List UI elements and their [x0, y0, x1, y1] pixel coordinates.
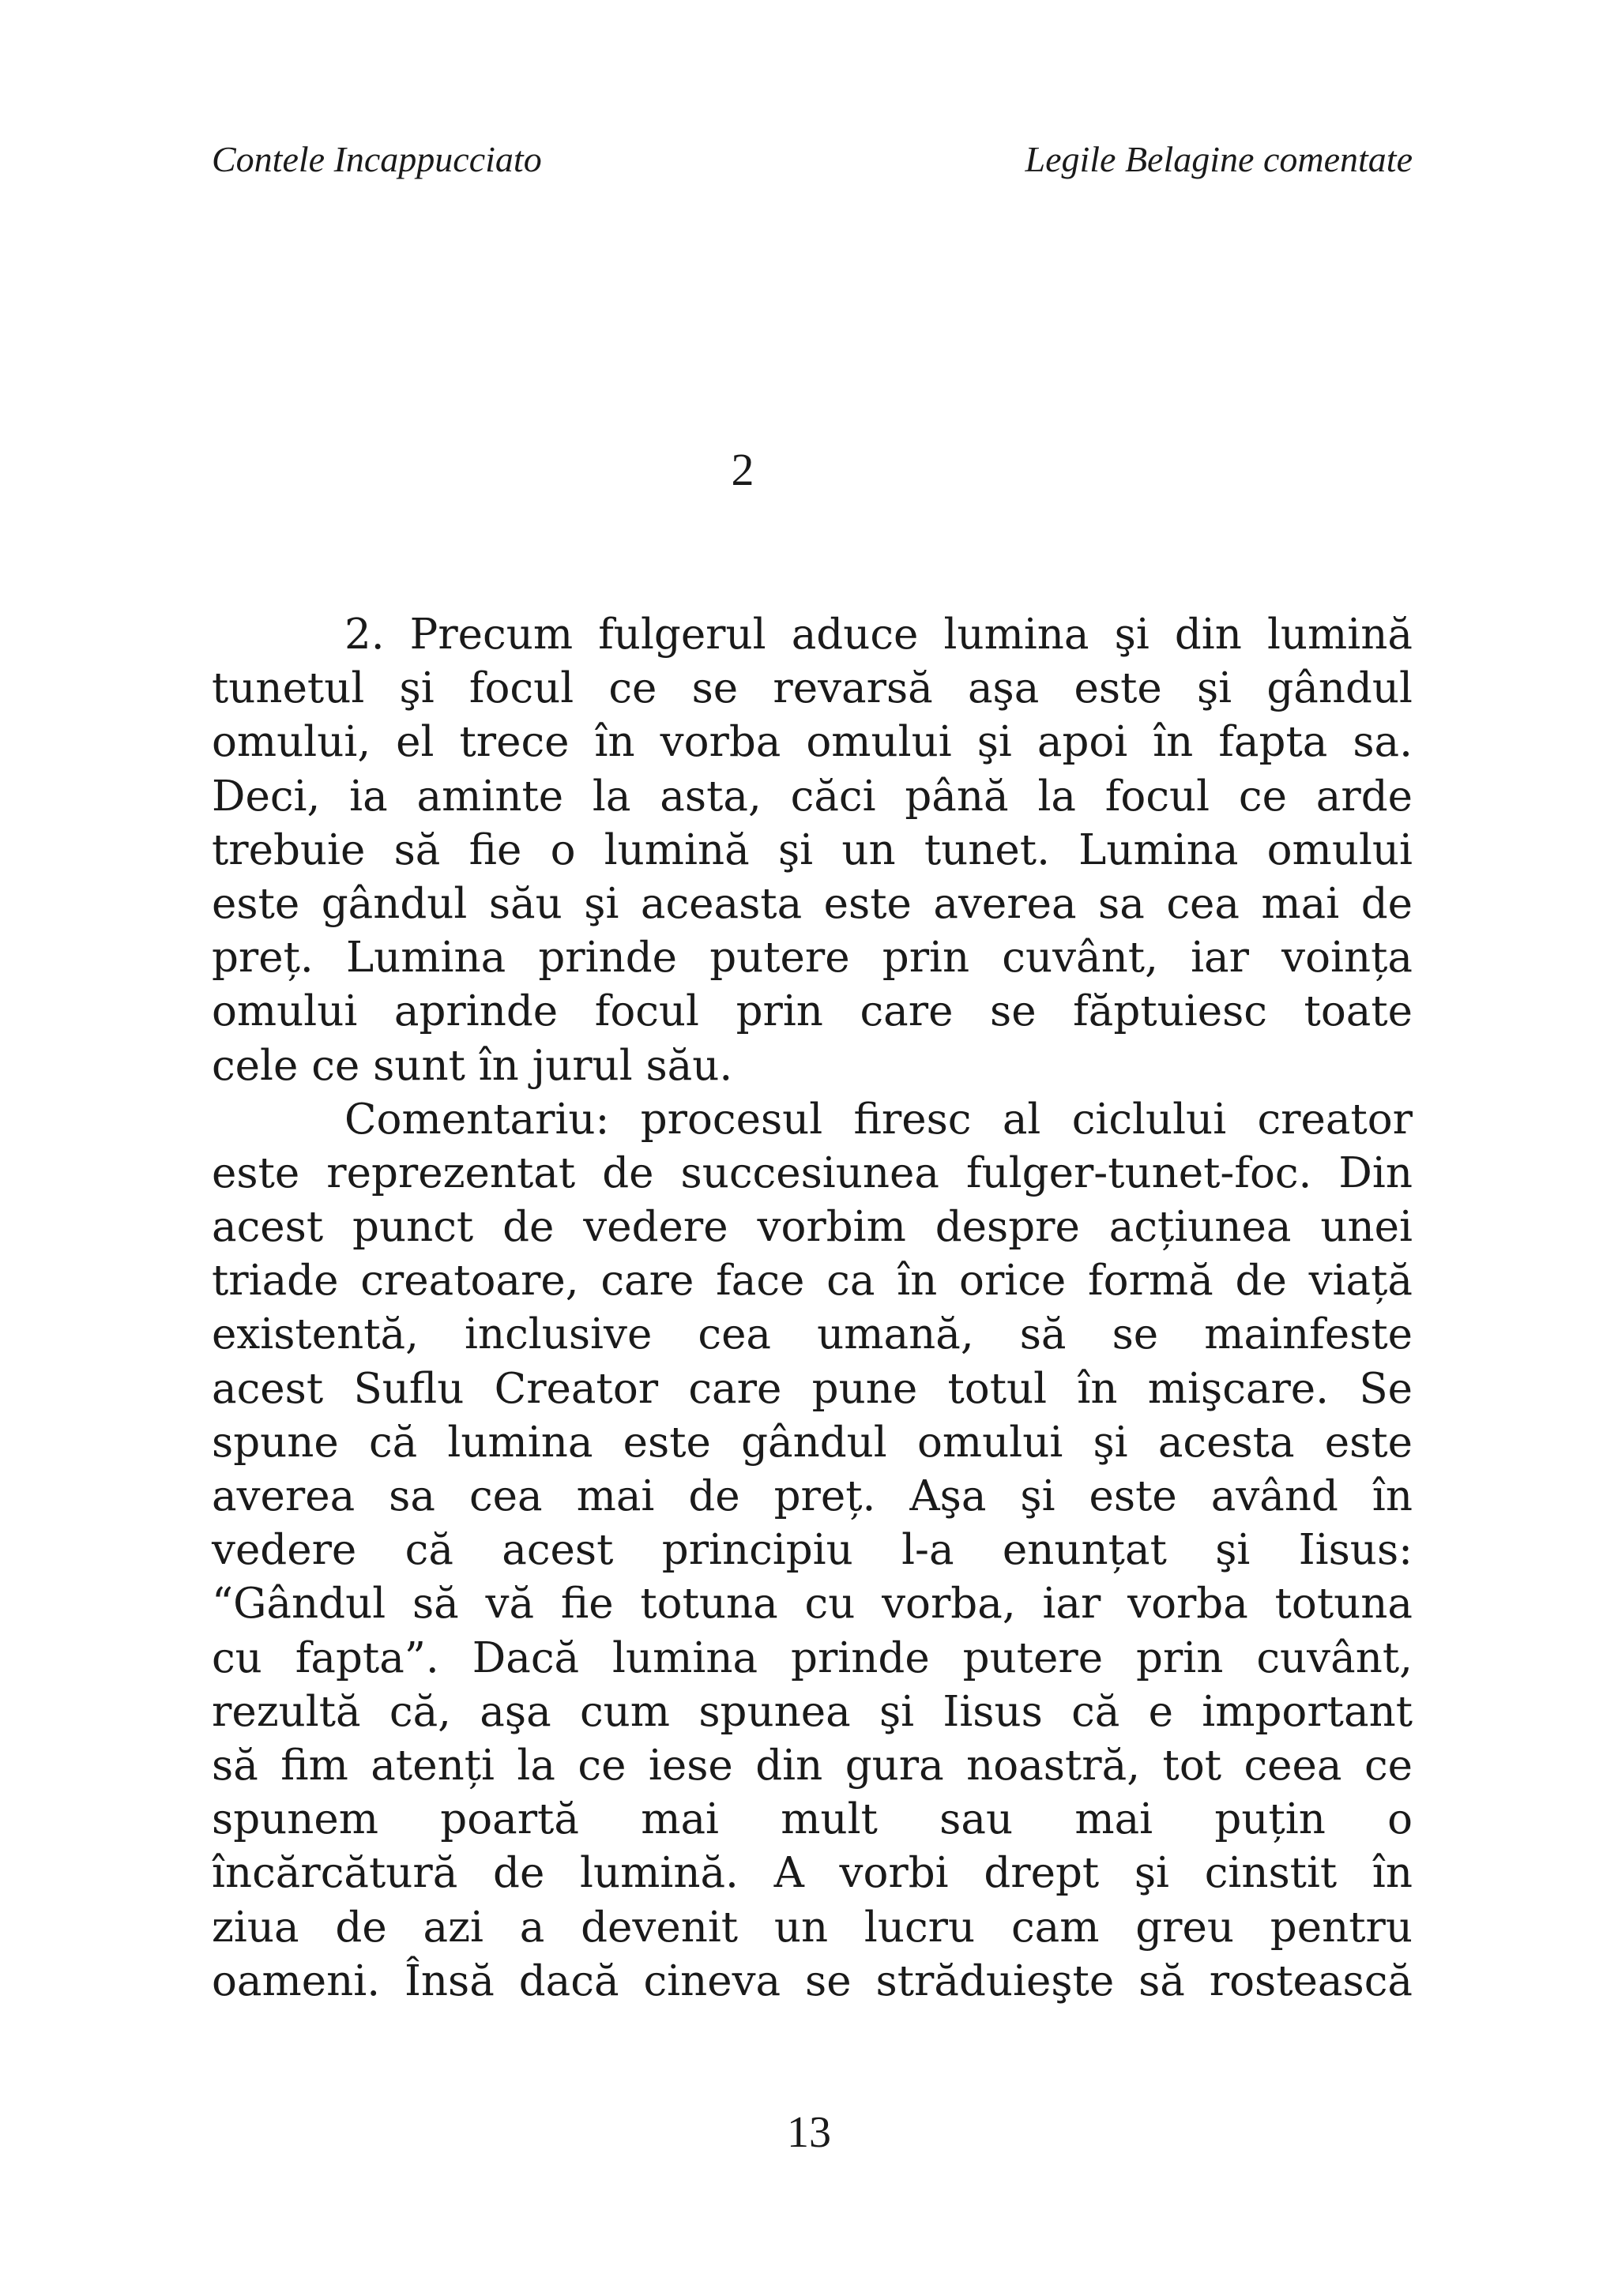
text-line: averea sa cea mai de preț. Aşa şi este având în — [212, 1472, 1413, 1520]
header-book-title: Legile Belagine comentate — [1025, 139, 1413, 179]
text-line: acest Suflu Creator care pune totul în mişcare. Se — [212, 1364, 1413, 1413]
text-line: cu fapta”. Dacă lumina prinde putere prin cuvânt, — [212, 1633, 1413, 1682]
chapter-number: 2 — [731, 444, 754, 495]
text-line: tunetul şi focul ce se revarsă aşa este şi gândul — [212, 664, 1413, 713]
text-line: omului aprinde focul prin care se făptuiesc toate — [212, 987, 1413, 1036]
text-line: 2. Precum fulgerul aduce lumina şi din lumină — [344, 611, 1413, 659]
text-line: Comentariu: procesul firesc al ciclului creator — [344, 1095, 1413, 1144]
text-line: spunem poartă mai mult sau mai puțin o — [212, 1795, 1413, 1844]
text-line: rezultă că, aşa cum spunea şi Iisus că e important — [212, 1687, 1413, 1736]
text-line: încărcătură de lumină. A vorbi drept şi cinstit în — [212, 1849, 1413, 1898]
text-line: “Gândul să vă fie totuna cu vorba, iar vorba totuna — [212, 1580, 1413, 1629]
text-line: cele ce sunt în jurul său. — [212, 1041, 733, 1090]
text-line: să fim atenți la ce iese din gura noastră, tot ceea ce — [212, 1741, 1413, 1790]
text-line: vedere că acest principiu l-a enunțat şi Iisus: — [212, 1526, 1413, 1575]
text-line: oameni. Însă dacă cineva se străduieşte să rostească — [212, 1956, 1413, 2005]
body-text — [212, 608, 1413, 2009]
page-number: 13 — [787, 2108, 831, 2157]
text-line: preț. Lumina prinde putere prin cuvânt, iar voința — [212, 934, 1413, 983]
text-line: este gândul său şi aceasta este averea sa cea mai de — [212, 879, 1413, 928]
text-line: trebuie să fie o lumină şi un tunet. Lumina omului — [212, 825, 1413, 874]
text-line: Deci, ia aminte la asta, căci până la focul ce arde — [212, 772, 1413, 821]
paragraph-commentary — [212, 1093, 1413, 2009]
text-line: triade creatoare, care face ca în orice formă de viață — [212, 1257, 1413, 1306]
header-author: Contele Incappucciato — [212, 139, 542, 179]
running-header — [212, 136, 1413, 183]
text-line: ziua de azi a devenit un lucru cam greu pentru — [212, 1903, 1413, 1952]
paragraph-law-2 — [212, 608, 1413, 1093]
text-line: este reprezentat de succesiunea fulger-tunet-foc. Din — [212, 1148, 1413, 1197]
text-line: omului, el trece în vorba omului şi apoi în fapta sa. — [212, 718, 1413, 767]
text-line: spune că lumina este gândul omului şi acesta este — [212, 1418, 1413, 1467]
text-line: existentă, inclusive cea umană, să se mainfeste — [212, 1310, 1413, 1359]
text-line: acest punct de vedere vorbim despre acțiunea unei — [212, 1203, 1413, 1252]
